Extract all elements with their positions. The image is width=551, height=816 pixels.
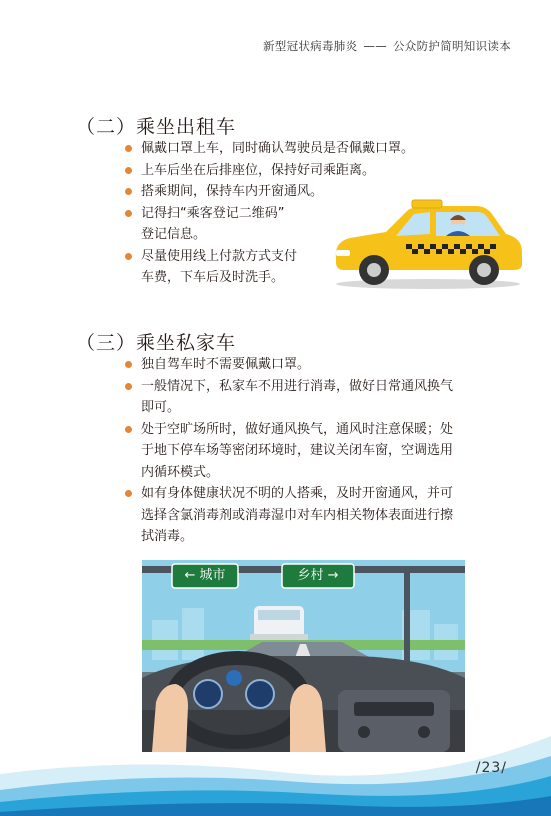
bullet-dot — [125, 383, 132, 390]
bullet-dot — [125, 253, 132, 260]
section-taxi-title: （二）乘坐出租车 — [76, 116, 237, 138]
book-title-right: 公众防护简明知识读本 — [393, 39, 511, 53]
taxi-tip-item-line: 搭乘期间，保持车内开窗通风。 — [141, 184, 324, 199]
bullet-dot — [125, 490, 132, 497]
page-number: /23/ — [475, 760, 507, 776]
section-private-car-title: （三）乘坐私家车 — [76, 332, 237, 354]
private-car-tip-item-line: 即可。 — [141, 400, 181, 415]
bullet-dot — [125, 426, 132, 433]
private-car-tip-item — [125, 483, 453, 548]
private-car-tip-item-line: 拭消毒。 — [141, 529, 194, 544]
private-car-tip-item — [125, 376, 453, 419]
private-car-bullet-list — [125, 354, 453, 548]
private-car-tip-item — [125, 419, 453, 484]
private-car-tip-item-line: 一般情况下，私家车不用进行消毒，做好日常通风换气 — [141, 378, 454, 394]
taxi-tip-item — [125, 138, 414, 160]
taxi-tip-item-line: 上车后坐在后排座位，保持好司乘距离。 — [141, 162, 376, 178]
bullet-dot — [125, 210, 132, 217]
bullet-dot — [125, 188, 132, 195]
private-car-tip-item-line: 如有身体健康状况不明的人搭乘，及时开窗通风，并可 — [141, 486, 454, 501]
private-car-tip-item-line: 处于空旷场所时，做好通风换气，通风时注意保暖；处 — [141, 421, 454, 437]
book-title-left: 新型冠状病毒肺炎 — [262, 39, 358, 53]
bullet-dot — [125, 167, 132, 174]
taxi-illustration — [330, 198, 526, 290]
header-dash: —— — [363, 39, 387, 53]
sign-city: ← 城市 — [184, 568, 226, 583]
decorative-waves — [0, 666, 551, 816]
bullet-dot — [125, 145, 132, 152]
taxi-tip-item-line: 记得扫“乘客登记二维码” — [141, 205, 285, 221]
taxi-tip-item-line: 佩戴口罩上车，同时确认驾驶员是否佩戴口罩。 — [141, 141, 415, 156]
private-car-tip-item — [125, 354, 453, 376]
taxi-tip-item-line: 车费，下车后及时洗手。 — [141, 270, 285, 285]
taxi-tip-item-line: 尽量使用线上付款方式支付 — [141, 248, 298, 264]
private-car-tip-item-line: 独自驾车时不需要佩戴口罩。 — [141, 357, 311, 372]
sign-countryside: 乡村 → — [297, 568, 339, 583]
page-header — [263, 38, 511, 54]
taxi-tip-item-line: 登记信息。 — [141, 227, 207, 242]
private-car-tip-item-line: 于地下停车场等密闭环境时，建议关闭车窗，空调选用 — [141, 443, 454, 458]
private-car-tip-item-line: 内循环模式。 — [141, 464, 220, 480]
bullet-dot — [125, 361, 132, 368]
private-car-tip-item-line: 选择含氯消毒剂或消毒湿巾对车内相关物体表面进行擦 — [141, 507, 454, 523]
taxi-tip-item — [125, 160, 414, 182]
